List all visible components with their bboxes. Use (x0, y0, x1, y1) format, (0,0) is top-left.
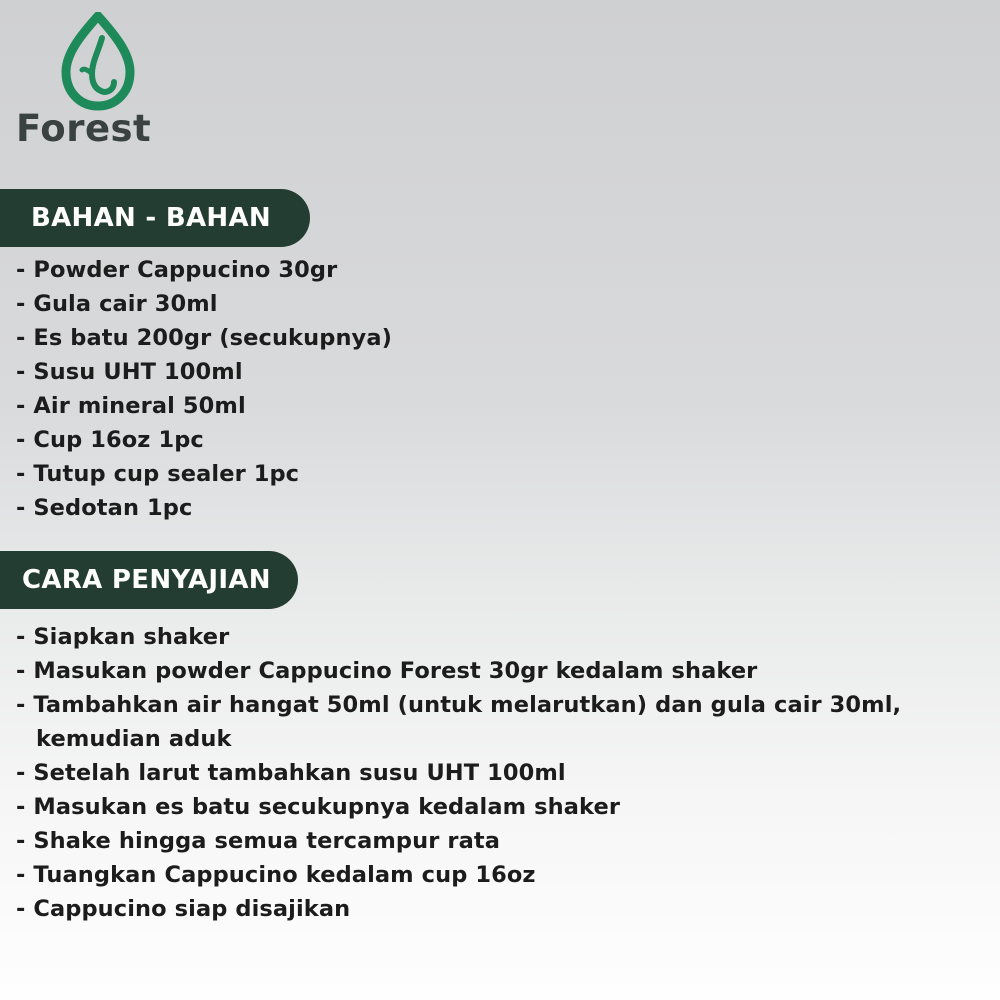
list-item: - Cup 16oz 1pc (16, 427, 204, 453)
preparation-title: CARA PENYAJIAN (22, 565, 271, 595)
list-item: - Es batu 200gr (secukupnya) (16, 325, 392, 351)
list-item: - Susu UHT 100ml (16, 359, 243, 385)
brand-name: Forest (16, 107, 152, 150)
list-item: - Setelah larut tambahkan susu UHT 100ml (16, 760, 566, 786)
list-item: - Siapkan shaker (16, 624, 230, 650)
list-item: - Tuangkan Cappucino kedalam cup 16oz (16, 862, 536, 888)
list-item: - Tutup cup sealer 1pc (16, 461, 300, 487)
preparation-header (0, 551, 298, 609)
list-item: - Shake hingga semua tercampur rata (16, 828, 500, 854)
ingredients-header (0, 189, 310, 247)
list-item: - Cappucino siap disajikan (16, 896, 351, 922)
preparation-steps (16, 620, 901, 926)
list-item: - Tambahkan air hangat 50ml (untuk melarutkan) dan gula cair 30ml, (16, 692, 902, 718)
list-item: - Masukan powder Cappucino Forest 30gr kedalam shaker (16, 658, 758, 684)
ingredients-list (16, 253, 392, 525)
list-item-continuation: kemudian aduk (36, 726, 232, 752)
list-item: - Powder Cappucino 30gr (16, 257, 338, 283)
list-item: - Air mineral 50ml (16, 393, 246, 419)
forest-logo (14, 12, 174, 157)
ingredients-title: BAHAN - BAHAN (31, 203, 271, 233)
list-item: - Masukan es batu secukupnya kedalam shaker (16, 794, 621, 820)
list-item: - Gula cair 30ml (16, 291, 218, 317)
list-item: - Sedotan 1pc (16, 495, 193, 521)
leaf-icon (58, 12, 138, 112)
